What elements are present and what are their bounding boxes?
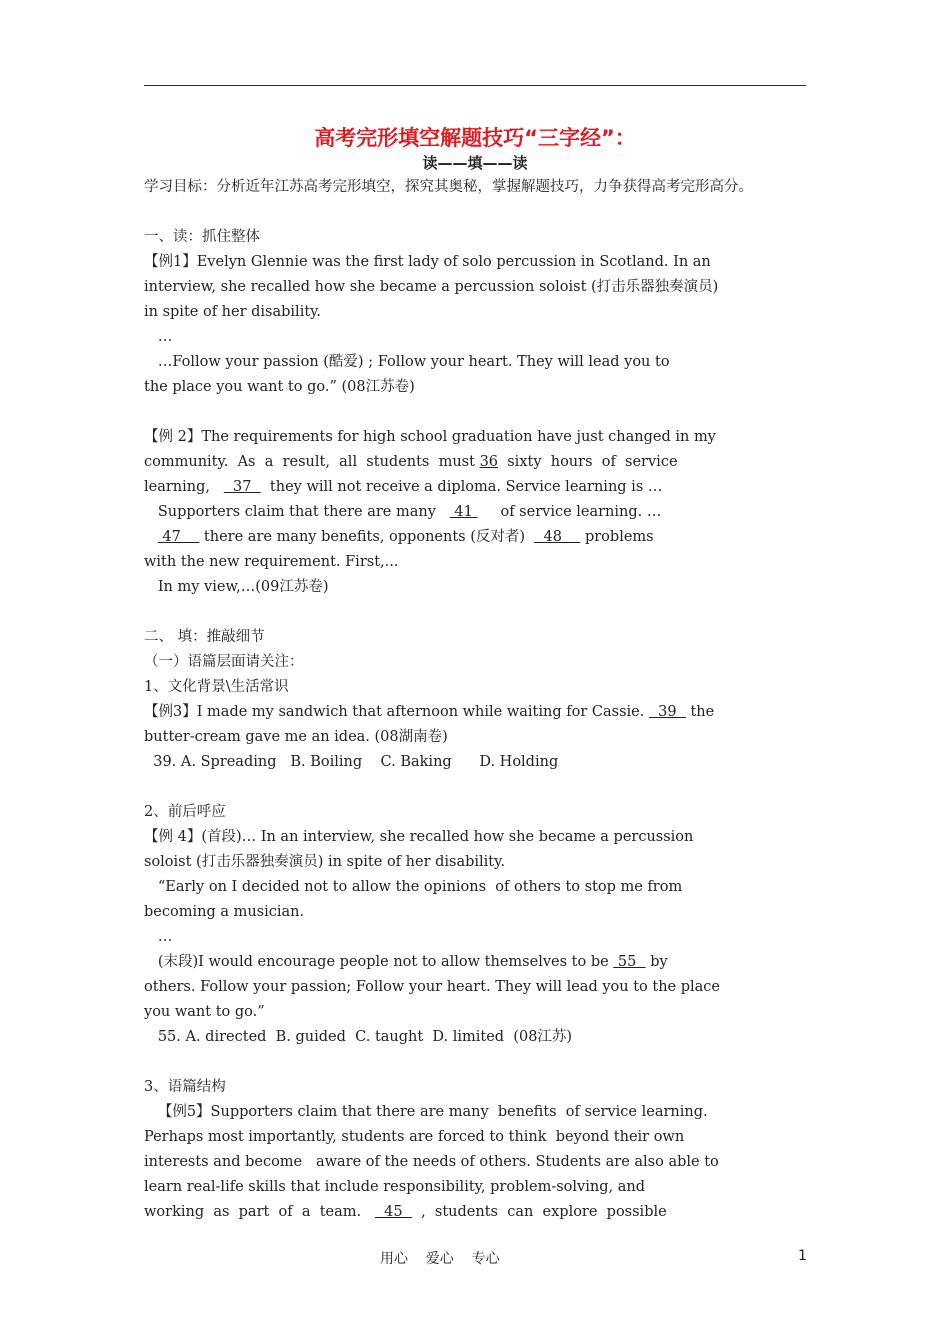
item-heading: 2、前后呼应: [144, 804, 226, 820]
example-4-line: others. Follow your passion; Follow your heart. They will lead you to the place: [144, 979, 720, 995]
example-2-line: learning, 37 they will not receive a diploma. Service learning is …: [144, 479, 663, 495]
example-1-line: interview, she recalled how she became a percussion soloist (打击乐器独奏演员): [144, 279, 719, 295]
example-2-line: with the new requirement. First,...: [144, 554, 399, 570]
blank-37: 37: [223, 479, 261, 495]
example-2-line: community. As a result, all students must 36 sixty hours of service: [144, 454, 678, 470]
example-2-line: In my view,…(09江苏卷): [144, 579, 329, 595]
section-heading: 一、读：抓住整体: [144, 229, 260, 245]
example-5-line: learn real-life skills that include responsibility, problem-solving, and: [144, 1179, 645, 1195]
ellipsis-line: …: [144, 929, 173, 945]
example-1-line: …Follow your passion (酷爱) ; Follow your heart. They will lead you to: [144, 354, 670, 370]
page-subtitle: 读——填——读: [422, 154, 528, 172]
page-footer: [0, 1248, 950, 1268]
page-title: 高考完形填空解题技巧“三字经”：: [314, 126, 636, 150]
example-2-line: 47 there are many benefits, opponents (反对者) 48 problems: [157, 529, 654, 545]
example-5-line: Perhaps most importantly, students are forced to think beyond their own: [144, 1129, 685, 1145]
blank-36: 36: [479, 454, 499, 470]
footer-motto: 用心 爱心 专心: [380, 1251, 500, 1267]
document-body: [144, 175, 814, 1225]
example-4-options: 55. A. directed B. guided C. taught D. limited (08江苏): [144, 1029, 573, 1045]
ellipsis-line: …: [144, 329, 173, 345]
example-1-line: in spite of her disability.: [144, 304, 322, 320]
example-1-line: the place you want to go.” (08江苏卷): [144, 379, 415, 395]
example-5-line: working as part of a team. 45 , students can explore possible: [144, 1204, 667, 1220]
blank-48: 48: [534, 529, 581, 545]
learning-objective: 学习目标：分析近年江苏高考完形填空，探究其奥秘，掌握解题技巧，力争获得高考完形高分。: [144, 179, 753, 195]
item-heading: 3、语篇结构: [144, 1079, 226, 1095]
blank-41: 41: [449, 504, 478, 520]
section-heading: 二、 填：推敲细节: [144, 629, 265, 645]
blank-47: 47: [157, 529, 200, 545]
subsection-heading: （一）语篇层面请关注：: [144, 654, 304, 670]
example-2-line: 【例 2】The requirements for high school graduation have just changed in my: [144, 429, 716, 445]
item-heading: 1、文化背景\生活常识: [144, 679, 289, 695]
blank-39: 39: [648, 704, 686, 720]
example-4-line: 【例 4】(首段)… In an interview, she recalled how she became a percussion: [144, 829, 694, 845]
example-3-line: butter-cream gave me an idea. (08湖南卷): [144, 729, 448, 745]
header-rule: [144, 85, 806, 86]
blank-45: 45: [374, 1204, 412, 1220]
example-4-line: soloist (打击乐器独奏演员) in spite of her disability.: [144, 854, 506, 870]
example-4-line: becoming a musician.: [144, 904, 305, 920]
example-5-line: 【例5】Supporters claim that there are many benefits of service learning.: [144, 1104, 708, 1120]
blank-55: 55: [613, 954, 646, 970]
example-3-options: 39. A. Spreading B. Boiling C. Baking D. Holding: [144, 754, 559, 770]
page-number: 1: [798, 1248, 807, 1264]
example-2-line: Supporters claim that there are many 41 of service learning. …: [144, 504, 662, 520]
example-4-line: (末段)I would encourage people not to allow themselves to be 55 by: [144, 954, 668, 970]
example-3-line: 【例3】I made my sandwich that afternoon while waiting for Cassie. 39 the: [144, 704, 715, 720]
example-4-line: you want to go.”: [144, 1004, 265, 1020]
example-4-line: “Early on I decided not to allow the opinions of others to stop me from: [144, 879, 683, 895]
example-1-line: 【例1】Evelyn Glennie was the first lady of solo percussion in Scotland. In an: [144, 254, 711, 270]
example-5-line: interests and become aware of the needs of others. Students are also able to: [144, 1154, 719, 1170]
